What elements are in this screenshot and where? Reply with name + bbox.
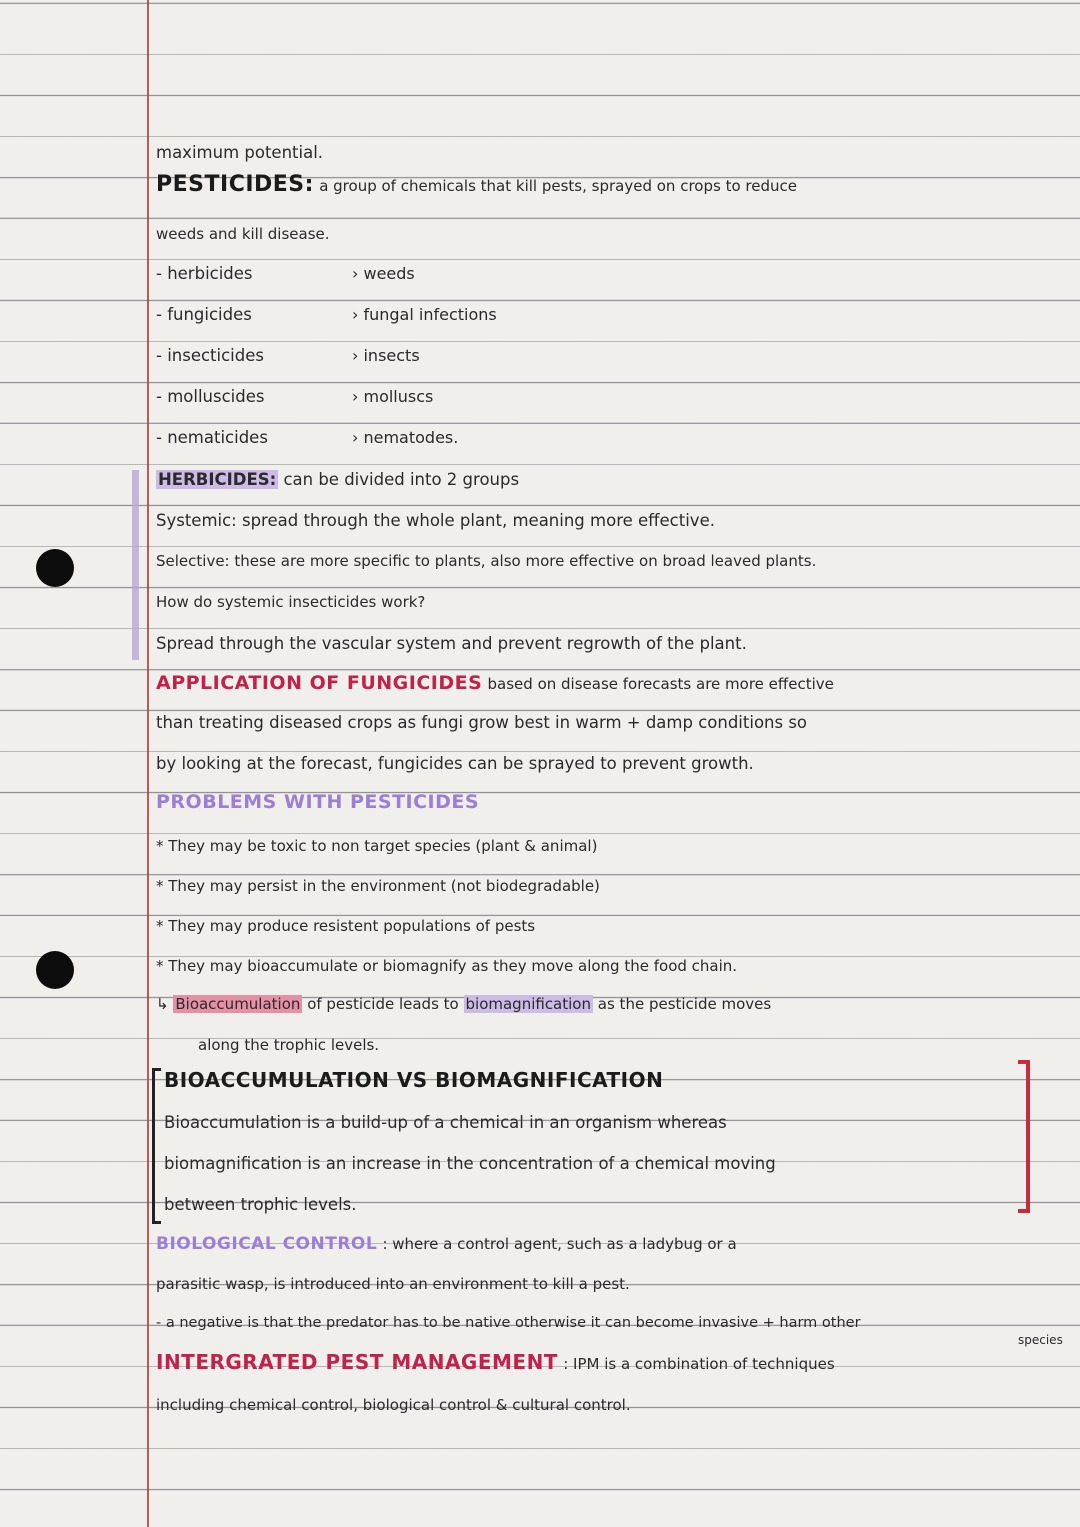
bioaccumulation-mid: of pesticide leads to bbox=[307, 995, 459, 1013]
problem-item: * They may be toxic to non target species (plant & animal) bbox=[156, 837, 598, 855]
arrow-glyph: ↳ bbox=[156, 995, 169, 1013]
comparison-heading-text: BIOACCUMULATION VS BIOMAGNIFICATION bbox=[164, 1068, 664, 1092]
binder-hole-top bbox=[36, 549, 74, 587]
comparison-line-1: Bioaccumulation is a build-up of a chemical in an organism whereas bbox=[164, 1113, 727, 1132]
herbicides-selective: Selective: these are more specific to plants, also more effective on broad leaved plants. bbox=[156, 552, 817, 570]
herbicides-heading: HERBICIDES: bbox=[158, 470, 277, 489]
pesticides-definition-cont: weeds and kill disease. bbox=[156, 225, 330, 243]
pesticide-type-name: - insecticides bbox=[156, 346, 264, 365]
pesticide-type-target: › fungal infections bbox=[352, 305, 497, 324]
fungicides-heading: APPLICATION OF FUNGICIDES bbox=[156, 672, 483, 694]
problem-item: * They may persist in the environment (not biodegradable) bbox=[156, 877, 600, 895]
comparison-bracket-right bbox=[1018, 1060, 1030, 1213]
pesticide-type-target: › weeds bbox=[352, 264, 415, 283]
biological-control-text-1: : where a control agent, such as a ladybug or a bbox=[382, 1235, 737, 1253]
herbicides-question: How do systemic insecticides work? bbox=[156, 593, 426, 611]
bioaccumulation-cont: along the trophic levels. bbox=[198, 1036, 380, 1054]
problems-heading bbox=[156, 791, 479, 813]
pesticides-definition-line bbox=[156, 172, 797, 197]
biological-control-text-2: parasitic wasp, is introduced into an environment to kill a pest. bbox=[156, 1275, 630, 1293]
problems-heading-text: PROBLEMS WITH PESTICIDES bbox=[156, 791, 480, 813]
problem-item: * They may produce resistent populations of pests bbox=[156, 917, 536, 935]
ipm-text-2: including chemical control, biological control & cultural control. bbox=[156, 1396, 631, 1414]
comparison-line-3: between trophic levels. bbox=[164, 1195, 357, 1214]
ipm-heading: INTERGRATED PEST MANAGEMENT bbox=[156, 1350, 558, 1374]
pesticides-definition: a group of chemicals that kill pests, sprayed on crops to reduce bbox=[319, 177, 797, 195]
pesticide-type-name: - molluscides bbox=[156, 387, 265, 406]
herbicides-highlight-bar bbox=[132, 470, 139, 660]
margin-line bbox=[147, 0, 149, 1527]
ipm-line-1 bbox=[156, 1350, 835, 1374]
pesticide-type-target: › molluscs bbox=[352, 387, 434, 406]
binder-hole-bottom bbox=[36, 951, 74, 989]
fungicides-line-1 bbox=[156, 672, 834, 694]
fungicides-text-2: than treating diseased crops as fungi grow best in warm + damp conditions so bbox=[156, 713, 808, 732]
problem-item: * They may bioaccumulate or biomagnify as they move along the food chain. bbox=[156, 957, 738, 975]
herbicides-intro-line bbox=[156, 470, 519, 489]
herbicides-systemic: Systemic: spread through the whole plant, meaning more effective. bbox=[156, 511, 715, 530]
pesticide-type-target: › insects bbox=[352, 346, 420, 365]
biomagnification-highlight: biomagnification bbox=[465, 995, 591, 1013]
biological-control-text-3: - a negative is that the predator has to be native otherwise it can become invasive + harm other bbox=[156, 1315, 861, 1331]
fungicides-text-3: by looking at the forecast, fungicides can be sprayed to prevent growth. bbox=[156, 754, 754, 773]
herbicides-intro: can be divided into 2 groups bbox=[283, 470, 520, 489]
pesticide-type-name: - nematicides bbox=[156, 428, 268, 447]
comparison-heading bbox=[164, 1068, 663, 1092]
ipm-text-1: : IPM is a combination of techniques bbox=[563, 1355, 835, 1373]
biological-control-heading: BIOLOGICAL CONTROL bbox=[156, 1234, 378, 1254]
pesticides-heading: PESTICIDES: bbox=[156, 172, 314, 197]
bioaccumulation-end: as the pesticide moves bbox=[597, 995, 772, 1013]
bioaccumulation-line bbox=[156, 995, 771, 1013]
pesticide-type-name: - herbicides bbox=[156, 264, 253, 283]
intro-line: maximum potential. bbox=[156, 143, 324, 162]
comparison-bracket-left bbox=[152, 1068, 161, 1224]
herbicides-answer: Spread through the vascular system and prevent regrowth of the plant. bbox=[156, 634, 747, 653]
bioaccumulation-highlight: Bioaccumulation bbox=[175, 995, 301, 1013]
pesticide-type-target: › nematodes. bbox=[352, 428, 459, 447]
biological-control-text-3-end: species bbox=[1018, 1333, 1063, 1347]
fungicides-text-1: based on disease forecasts are more effective bbox=[487, 675, 834, 693]
pesticide-type-name: - fungicides bbox=[156, 305, 252, 324]
comparison-line-2: biomagnification is an increase in the concentration of a chemical moving bbox=[164, 1154, 776, 1173]
biological-control-line-1 bbox=[156, 1234, 737, 1254]
